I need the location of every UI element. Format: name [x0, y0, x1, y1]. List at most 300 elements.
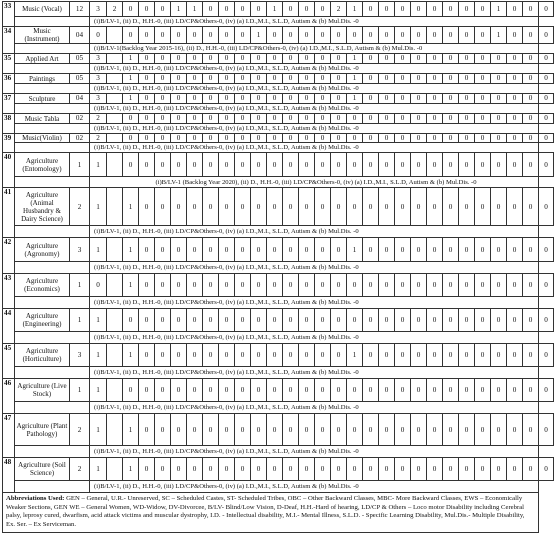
category-value-cell: 0 [251, 134, 267, 143]
category-value-cell: 0 [139, 414, 155, 446]
category-value-cell: 0 [283, 344, 299, 367]
category-value-cell: 0 [315, 344, 331, 367]
category-value-cell: 0 [395, 238, 411, 262]
category-value-cell: 0 [331, 344, 347, 367]
remark-row [3, 262, 554, 274]
category-value-cell: 0 [299, 379, 315, 402]
category-value-cell: 0 [331, 379, 347, 402]
category-value-cell: 0 [187, 344, 203, 367]
disability-remark-cell: (i)B/LV-1, (ii) D., H.H.-0, (iii) LD/CP&Others-0, (iv) (a) I.D.,M.I., S.L.D, Autism & (b) Mul.Dis. -0 [90, 446, 539, 458]
category-value-cell: 0 [443, 74, 459, 84]
category-value-cell: 0 [267, 274, 283, 297]
remark-spacer-cell [15, 64, 90, 74]
category-value-cell: 0 [411, 2, 427, 17]
category-value-cell: 0 [427, 309, 443, 332]
category-value-cell: 0 [219, 309, 235, 332]
category-value-cell: 0 [90, 274, 107, 297]
category-value-cell: 0 [171, 27, 187, 44]
category-value-cell: 0 [475, 153, 491, 177]
category-value-cell: 0 [539, 74, 554, 84]
category-value-cell: 0 [235, 188, 251, 226]
category-value-cell: 0 [539, 379, 554, 402]
category-value-cell: 0 [283, 54, 299, 64]
category-value-cell: 0 [155, 414, 171, 446]
total-posts-cell: 02 [70, 134, 90, 143]
category-value-cell: 0 [459, 414, 475, 446]
category-value-cell: 0 [139, 379, 155, 402]
category-value-cell: 0 [251, 309, 267, 332]
disability-remark-cell: (i)B/LV-1, (ii) D., H.H.-0, (iii) LD/CP&Others-0, (iv) (a) I.D.,M.I., S.L.D, Autism & (b) Mul.Dis. -0 [90, 64, 539, 74]
remark-spacer-cell [15, 446, 90, 458]
category-value-cell: 0 [491, 309, 507, 332]
category-value-cell: 0 [139, 2, 155, 17]
category-value-cell: 0 [523, 153, 539, 177]
category-value-cell: 1 [491, 2, 507, 17]
total-posts-cell: 2 [70, 414, 90, 446]
post-name-cell: Agriculture (Plant Pathology) [15, 414, 70, 446]
category-value-cell: 0 [539, 134, 554, 143]
category-value-cell: 0 [219, 414, 235, 446]
category-value-cell: 0 [427, 274, 443, 297]
category-value-cell: 0 [475, 94, 491, 104]
category-value-cell: 0 [171, 74, 187, 84]
category-value-cell: 0 [187, 458, 203, 481]
remark-row [3, 124, 554, 134]
category-value-cell: 0 [379, 379, 395, 402]
category-value-cell: 0 [491, 153, 507, 177]
category-value-cell: 0 [299, 134, 315, 143]
category-value-cell: 0 [443, 114, 459, 124]
disability-remark-cell: (i)B/LV-1, (ii) D., H.H.-0, (iii) LD/CP&Others-0, (iv) (a) I.D.,M.I., S.L.D, Autism & (b) Mul.Dis. -0 [90, 17, 539, 27]
category-value-cell: 0 [267, 238, 283, 262]
category-value-cell: 0 [363, 379, 379, 402]
category-value-cell: 0 [395, 188, 411, 226]
category-value-cell: 0 [459, 74, 475, 84]
category-value-cell: 0 [299, 344, 315, 367]
category-value-cell: 0 [523, 414, 539, 446]
category-value-cell: 0 [491, 114, 507, 124]
post-name-cell: Agriculture (Live Stock) [15, 379, 70, 402]
post-name-cell: Music (Vocal) [15, 2, 70, 17]
category-value-cell: 1 [90, 344, 107, 367]
category-value-cell: 0 [171, 414, 187, 446]
serial-number-cell: 37 [3, 94, 15, 114]
category-value-cell: 0 [411, 188, 427, 226]
category-value-cell: 0 [315, 309, 331, 332]
category-value-cell: 0 [251, 344, 267, 367]
category-value-cell: 0 [379, 414, 395, 446]
total-posts-cell: 05 [70, 74, 90, 84]
category-value-cell: 0 [90, 27, 107, 44]
remark-spacer-cell [15, 177, 90, 188]
category-value-cell: 0 [459, 2, 475, 17]
category-value-cell: 2 [107, 2, 123, 17]
category-value-cell: 0 [411, 114, 427, 124]
category-value-cell: 0 [299, 114, 315, 124]
category-value-cell: 0 [459, 458, 475, 481]
category-value-cell: 3 [90, 2, 107, 17]
category-value-cell: 0 [347, 458, 363, 481]
category-value-cell: 0 [347, 134, 363, 143]
reservation-table [2, 1, 554, 533]
remark-spacer-cell [15, 332, 90, 344]
remark-spacer-cell [15, 402, 90, 414]
category-value-cell: 1 [90, 238, 107, 262]
category-value-cell: 0 [219, 114, 235, 124]
category-value-cell: 0 [395, 274, 411, 297]
category-value-cell: 0 [219, 274, 235, 297]
category-value-cell: 0 [235, 54, 251, 64]
category-value-cell: 0 [427, 74, 443, 84]
category-value-cell: 1 [187, 2, 203, 17]
category-value-cell: 0 [379, 74, 395, 84]
category-value-cell: 0 [459, 274, 475, 297]
category-value-cell: 0 [203, 458, 219, 481]
category-value-cell: 0 [491, 274, 507, 297]
category-value-cell: 0 [491, 74, 507, 84]
category-value-cell: 1 [123, 188, 139, 226]
category-value-cell: 1 [123, 74, 139, 84]
category-value-cell: 0 [203, 27, 219, 44]
category-value-cell: 0 [443, 309, 459, 332]
category-value-cell: 0 [363, 94, 379, 104]
category-value-cell: 0 [155, 2, 171, 17]
category-value-cell [107, 238, 123, 262]
remark-row [3, 297, 554, 309]
category-value-cell: 0 [251, 274, 267, 297]
category-value-cell: 0 [251, 54, 267, 64]
category-value-cell: 0 [379, 54, 395, 64]
category-value-cell: 0 [283, 153, 299, 177]
category-value-cell: 0 [379, 2, 395, 17]
category-value-cell: 0 [219, 54, 235, 64]
category-value-cell: 0 [171, 94, 187, 104]
category-value-cell: 0 [283, 188, 299, 226]
category-value-cell: 0 [251, 458, 267, 481]
category-value-cell: 1 [90, 458, 107, 481]
category-value-cell: 0 [491, 94, 507, 104]
category-value-cell: 0 [363, 74, 379, 84]
post-name-cell: Agriculture (Economics) [15, 274, 70, 297]
category-value-cell: 0 [235, 114, 251, 124]
category-value-cell: 0 [235, 238, 251, 262]
category-value-cell: 0 [347, 188, 363, 226]
category-value-cell: 0 [251, 379, 267, 402]
category-value-cell: 0 [203, 344, 219, 367]
category-value-cell: 0 [187, 153, 203, 177]
category-value-cell: 0 [235, 274, 251, 297]
category-value-cell: 2 [90, 134, 107, 143]
category-value-cell: 0 [459, 54, 475, 64]
post-name-cell: Music Tabla [15, 114, 70, 124]
category-value-cell: 0 [171, 134, 187, 143]
category-value-cell: 0 [411, 94, 427, 104]
category-value-cell: 0 [395, 458, 411, 481]
category-value-cell: 0 [379, 238, 395, 262]
category-value-cell: 0 [203, 114, 219, 124]
post-name-cell: Applied Art [15, 54, 70, 64]
category-value-cell: 0 [139, 344, 155, 367]
category-value-cell: 0 [203, 414, 219, 446]
category-value-cell: 0 [251, 114, 267, 124]
category-value-cell: 1 [90, 379, 107, 402]
category-value-cell: 0 [283, 238, 299, 262]
category-value-cell: 0 [427, 94, 443, 104]
category-value-cell: 0 [411, 153, 427, 177]
disability-remark-cell: (i)B/LV-1, (ii) D., H.H.-0, (iii) LD/CP&Others-0, (iv) (a) I.D.,M.I., S.L.D, Autism & (b) Mul.Dis. -0 [90, 402, 539, 414]
category-value-cell: 0 [203, 134, 219, 143]
category-value-cell: 0 [139, 27, 155, 44]
serial-number-cell: 43 [3, 274, 15, 309]
category-value-cell [107, 54, 123, 64]
category-value-cell: 0 [299, 458, 315, 481]
category-value-cell: 0 [411, 238, 427, 262]
category-value-cell: 0 [267, 114, 283, 124]
category-value-cell: 0 [155, 309, 171, 332]
category-value-cell: 0 [411, 134, 427, 143]
remark-spacer-cell [15, 124, 90, 134]
category-value-cell: 0 [155, 74, 171, 84]
category-value-cell: 0 [139, 94, 155, 104]
category-value-cell: 0 [283, 309, 299, 332]
category-value-cell: 0 [331, 414, 347, 446]
category-value-cell: 0 [347, 27, 363, 44]
category-value-cell: 0 [411, 458, 427, 481]
category-value-cell: 0 [363, 153, 379, 177]
category-value-cell: 0 [427, 27, 443, 44]
category-value-cell: 1 [123, 344, 139, 367]
category-value-cell: 0 [251, 74, 267, 84]
category-value-cell: 0 [267, 134, 283, 143]
category-value-cell: 0 [123, 309, 139, 332]
category-value-cell: 0 [507, 379, 523, 402]
serial-number-cell: 33 [3, 2, 15, 27]
reservation-table-page [2, 1, 554, 533]
category-value-cell: 0 [331, 274, 347, 297]
table-row [3, 27, 554, 44]
category-value-cell: 0 [427, 114, 443, 124]
category-value-cell: 0 [427, 414, 443, 446]
category-value-cell: 1 [491, 27, 507, 44]
category-value-cell: 0 [171, 153, 187, 177]
remark-row [3, 143, 554, 153]
remark-row [3, 402, 554, 414]
remark-row [3, 104, 554, 114]
table-row [3, 74, 554, 84]
category-value-cell: 0 [491, 54, 507, 64]
total-posts-cell: 04 [70, 94, 90, 104]
category-value-cell: 0 [539, 188, 554, 226]
category-value-cell: 0 [379, 94, 395, 104]
table-row [3, 344, 554, 367]
category-value-cell: 0 [507, 153, 523, 177]
remark-spacer-cell [15, 104, 90, 114]
category-value-cell: 0 [395, 134, 411, 143]
category-value-cell [107, 274, 123, 297]
total-posts-cell: 12 [70, 2, 90, 17]
category-value-cell: 0 [299, 2, 315, 17]
category-value-cell [107, 414, 123, 446]
total-posts-cell: 2 [70, 188, 90, 226]
category-value-cell: 0 [267, 379, 283, 402]
remark-spacer-cell [15, 226, 90, 238]
category-value-cell: 0 [203, 274, 219, 297]
category-value-cell: 0 [427, 188, 443, 226]
category-value-cell: 0 [331, 54, 347, 64]
disability-remark-cell: (i)B/LV-1(Backlog Year 2015-16), (ii) D., H.H.-0, (iii) LD/CP&Others-0, (iv) (a) I.D.,M.I., S.L.D, Autism & (b) Mul.Dis. -0 [90, 44, 539, 54]
disability-remark-cell: (i)B/LV-1, (ii) D., H.H.-0, (iii) LD/CP&Others-0, (iv) (a) I.D.,M.I., S.L.D, Autism & (b) Mul.Dis. -0 [90, 124, 539, 134]
category-value-cell: 0 [395, 27, 411, 44]
category-value-cell: 0 [267, 94, 283, 104]
category-value-cell: 0 [459, 344, 475, 367]
category-value-cell: 0 [379, 114, 395, 124]
post-name-cell: Agriculture (Animal Husbandry & Dairy Science) [15, 188, 70, 226]
category-value-cell: 0 [235, 344, 251, 367]
category-value-cell: 0 [475, 134, 491, 143]
category-value-cell: 0 [475, 238, 491, 262]
category-value-cell: 0 [491, 414, 507, 446]
category-value-cell: 0 [315, 274, 331, 297]
category-value-cell: 0 [203, 379, 219, 402]
category-value-cell: 1 [347, 238, 363, 262]
category-value-cell: 0 [395, 54, 411, 64]
category-value-cell: 0 [363, 114, 379, 124]
category-value-cell: 0 [251, 414, 267, 446]
disability-remark-cell: (i)B/LV-1, (ii) D., H.H.-0, (iii) LD/CP&Others-0, (iv) (a) I.D.,M.I., S.L.D, Autism & (b) Mul.Dis. -0 [90, 226, 539, 238]
category-value-cell: 0 [299, 309, 315, 332]
disability-remark-cell: (i)B/LV-1, (ii) D., H.H.-0, (iii) LD/CP&Others-0, (iv) (a) I.D.,M.I., S.L.D, Autism & (b) Mul.Dis. -0 [90, 481, 539, 493]
category-value-cell: 0 [203, 153, 219, 177]
category-value-cell [107, 114, 123, 124]
category-value-cell: 0 [283, 94, 299, 104]
category-value-cell: 0 [347, 153, 363, 177]
category-value-cell: 0 [395, 153, 411, 177]
category-value-cell: 0 [123, 134, 139, 143]
category-value-cell: 0 [219, 2, 235, 17]
post-name-cell: Paintings [15, 74, 70, 84]
category-value-cell: 0 [507, 94, 523, 104]
category-value-cell: 0 [283, 274, 299, 297]
category-value-cell: 0 [203, 309, 219, 332]
remark-row [3, 177, 554, 188]
category-value-cell: 0 [283, 458, 299, 481]
category-value-cell: 0 [187, 134, 203, 143]
category-value-cell: 0 [267, 54, 283, 64]
category-value-cell: 0 [443, 458, 459, 481]
category-value-cell: 0 [171, 458, 187, 481]
category-value-cell: 0 [459, 309, 475, 332]
disability-remark-cell: (i)B/LV-1, (ii) D., H.H.-0, (iii) LD/CP&Others-0, (iv) (a) I.D.,M.I., S.L.D, Autism & (b) Mul.Dis. -0 [90, 367, 539, 379]
category-value-cell: 0 [315, 458, 331, 481]
category-value-cell: 2 [90, 114, 107, 124]
category-value-cell: 0 [395, 309, 411, 332]
category-value-cell: 0 [283, 379, 299, 402]
category-value-cell: 0 [443, 379, 459, 402]
category-value-cell: 0 [187, 309, 203, 332]
category-value-cell: 0 [123, 153, 139, 177]
category-value-cell: 0 [315, 134, 331, 143]
category-value-cell: 0 [267, 414, 283, 446]
category-value-cell: 0 [187, 74, 203, 84]
category-value-cell: 0 [539, 309, 554, 332]
category-value-cell: 0 [267, 74, 283, 84]
category-value-cell: 0 [299, 74, 315, 84]
serial-number-cell: 38 [3, 114, 15, 134]
serial-number-cell: 42 [3, 238, 15, 274]
category-value-cell: 0 [363, 2, 379, 17]
category-value-cell [107, 74, 123, 84]
category-value-cell: 0 [363, 54, 379, 64]
footnote-row [3, 493, 554, 532]
category-value-cell: 0 [251, 188, 267, 226]
post-name-cell: Agriculture (Horticulture) [15, 344, 70, 367]
category-value-cell: 3 [90, 94, 107, 104]
category-value-cell: 0 [491, 238, 507, 262]
category-value-cell: 0 [379, 153, 395, 177]
category-value-cell: 0 [427, 54, 443, 64]
category-value-cell: 1 [123, 238, 139, 262]
post-name-cell: Music (Instrument) [15, 27, 70, 44]
category-value-cell: 0 [299, 54, 315, 64]
serial-number-cell: 40 [3, 153, 15, 188]
category-value-cell: 0 [507, 114, 523, 124]
category-value-cell: 0 [363, 188, 379, 226]
category-value-cell: 0 [363, 27, 379, 44]
category-value-cell: 0 [155, 153, 171, 177]
category-value-cell: 0 [491, 344, 507, 367]
category-value-cell: 0 [523, 238, 539, 262]
category-value-cell: 0 [443, 274, 459, 297]
remark-row [3, 367, 554, 379]
post-name-cell: Music(Violin) [15, 134, 70, 143]
category-value-cell: 0 [235, 379, 251, 402]
remark-spacer-cell [15, 297, 90, 309]
category-value-cell: 1 [347, 344, 363, 367]
category-value-cell: 0 [523, 54, 539, 64]
category-value-cell: 0 [315, 188, 331, 226]
category-value-cell: 0 [395, 94, 411, 104]
disability-remark-cell: (i)B/LV-1, (ii) D., H.H.-0, (iii) LD/CP&Others-0, (iv) (a) I.D.,M.I., S.L.D, Autism & (b) Mul.Dis. -0 [90, 84, 539, 94]
category-value-cell: 0 [187, 379, 203, 402]
category-value-cell: 0 [379, 188, 395, 226]
serial-number-cell: 44 [3, 309, 15, 344]
category-value-cell: 0 [251, 2, 267, 17]
category-value-cell [107, 134, 123, 143]
category-value-cell: 0 [219, 153, 235, 177]
category-value-cell: 0 [235, 414, 251, 446]
category-value-cell: 0 [507, 274, 523, 297]
category-value-cell: 0 [267, 153, 283, 177]
total-posts-cell: 1 [70, 309, 90, 332]
category-value-cell: 0 [155, 274, 171, 297]
category-value-cell: 0 [395, 74, 411, 84]
serial-number-cell: 46 [3, 379, 15, 414]
category-value-cell: 0 [187, 27, 203, 44]
category-value-cell: 0 [235, 153, 251, 177]
category-value-cell: 0 [443, 134, 459, 143]
category-value-cell: 0 [523, 114, 539, 124]
category-value-cell: 0 [475, 379, 491, 402]
post-name-cell: Agriculture (Entomology) [15, 153, 70, 177]
category-value-cell: 0 [539, 114, 554, 124]
category-value-cell: 1 [123, 274, 139, 297]
disability-remark-cell: (i)B/LV-1, (ii) D., H.H.-0, (iii) LD/CP&Others-0, (iv) (a) I.D.,M.I., S.L.D, Autism & (b) Mul.Dis. -0 [90, 332, 539, 344]
category-value-cell: 0 [123, 2, 139, 17]
category-value-cell: 0 [475, 309, 491, 332]
category-value-cell: 0 [523, 27, 539, 44]
category-value-cell: 0 [187, 94, 203, 104]
category-value-cell: 3 [90, 54, 107, 64]
